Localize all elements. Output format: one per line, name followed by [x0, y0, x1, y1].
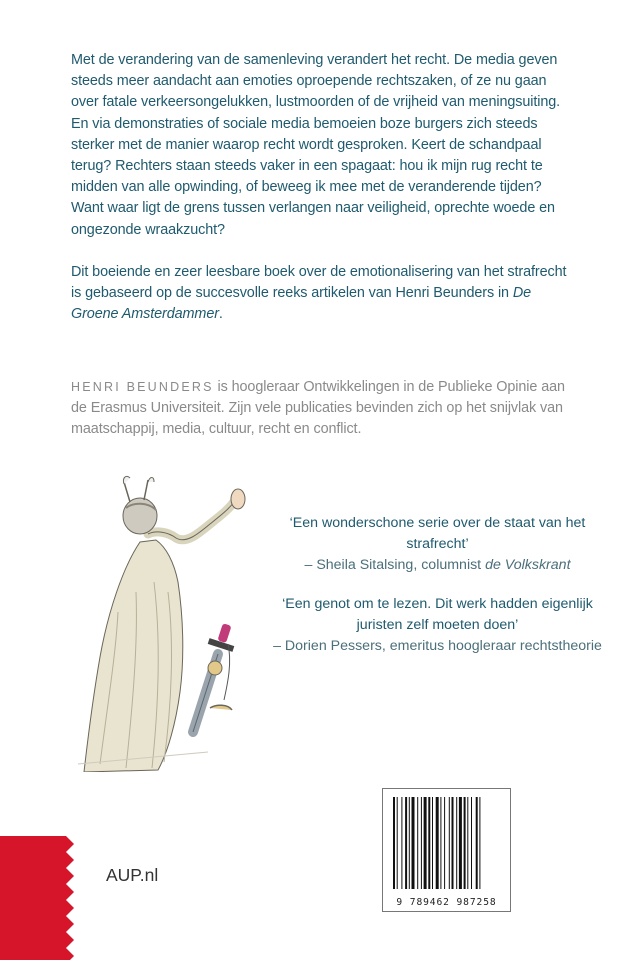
barcode-bar — [456, 797, 457, 889]
quote-1-publication: de Volkskrant — [485, 557, 571, 573]
barcode-bar — [471, 797, 472, 889]
author-bio — [71, 377, 571, 441]
barcode-bar — [424, 797, 427, 889]
blurb-paragraph-2-end: . — [218, 306, 223, 323]
barcode-bar — [397, 797, 398, 889]
quote-1-text: ‘Een wonderschone serie over de staat van het strafrecht’ — [289, 515, 586, 552]
barcode-bar — [449, 797, 450, 889]
barcode-bar — [452, 797, 454, 889]
quote-1-source: – Sheila Sitalsing, columnist — [304, 557, 486, 573]
barcode-bar — [459, 797, 462, 889]
lady-justice-illustration — [78, 472, 268, 772]
barcode-bar — [401, 797, 402, 889]
publication-title: De Groene Amsterdammer — [71, 285, 532, 323]
isbn-barcode — [382, 788, 511, 912]
blurb-paragraph-2 — [71, 262, 571, 326]
barcode-bar — [436, 797, 439, 889]
back-cover-blurb — [71, 50, 571, 325]
author-bio-text: is hoogleraar Ontwikkelingen in de Publieke Opinie aan de Erasmus Universiteit. Zijn vele publicaties bevinden zich op het snijvlak van maatschappij, media, cultuur, recht en conflict. — [71, 379, 565, 438]
barcode-bar — [479, 797, 480, 889]
author-name: HENRI BEUNDERS — [71, 380, 214, 394]
blurb-paragraph-2-text: Dit boeiende en zeer leesbare boek over de emotionalisering van het strafrecht is gebaseerd op de succesvolle reeks artikelen van Henri Beunders in — [71, 263, 567, 302]
barcode-bar — [393, 797, 395, 889]
barcode-bar — [428, 797, 430, 889]
quote-1-attribution — [270, 555, 605, 576]
barcode-bar — [476, 797, 478, 889]
quote-2-text: ‘Een genot om te lezen. Dit werk hadden eigenlijk juristen zelf moeten doen’ — [282, 596, 593, 633]
barcode-bar — [467, 797, 468, 889]
press-quotes — [270, 513, 605, 657]
blurb-paragraph-1: Met de verandering van de samenleving verandert het recht. De media geven steeds meer aandacht aan emoties oproepende rechtszaken, of ze nu gaan over fatale verkeersongelukken, lustmoorden of de vrijheid van meningsuiting. En via demonstraties of sociale media bemoeien boze burgers zich steeds sterker met de manier waarop recht wordt gesproken. Keert de schandpaal terug? Rechters staan steeds vaker in een spagaat: hou ik mijn rug recht te midden van alle opwinding, of beweeg ik mee met de veranderende tijden? Want waar ligt de grens tussen verlangen naar veiligheid, oprechte woede en ongezonde wraakzucht? — [71, 52, 561, 238]
barcode-bar — [421, 797, 422, 889]
barcode-bar — [464, 797, 466, 889]
barcode-bar — [432, 797, 433, 889]
barcode-bar — [412, 797, 415, 889]
isbn-number: 9 789462 987258 — [396, 897, 497, 908]
quote-block-1 — [270, 513, 605, 576]
barcode-bar — [409, 797, 410, 889]
quote-2-attribution: – Dorien Pessers, emeritus hoogleraar rechtstheorie — [273, 638, 602, 654]
barcode-bar — [417, 797, 418, 889]
barcode-bars — [383, 789, 510, 895]
barcode-bar — [444, 797, 445, 889]
quote-block-2 — [270, 594, 605, 657]
publisher-website[interactable]: AUP.nl — [106, 865, 159, 885]
barcode-bar — [440, 797, 441, 889]
red-torn-edge — [0, 836, 78, 960]
barcode-bar — [405, 797, 407, 889]
